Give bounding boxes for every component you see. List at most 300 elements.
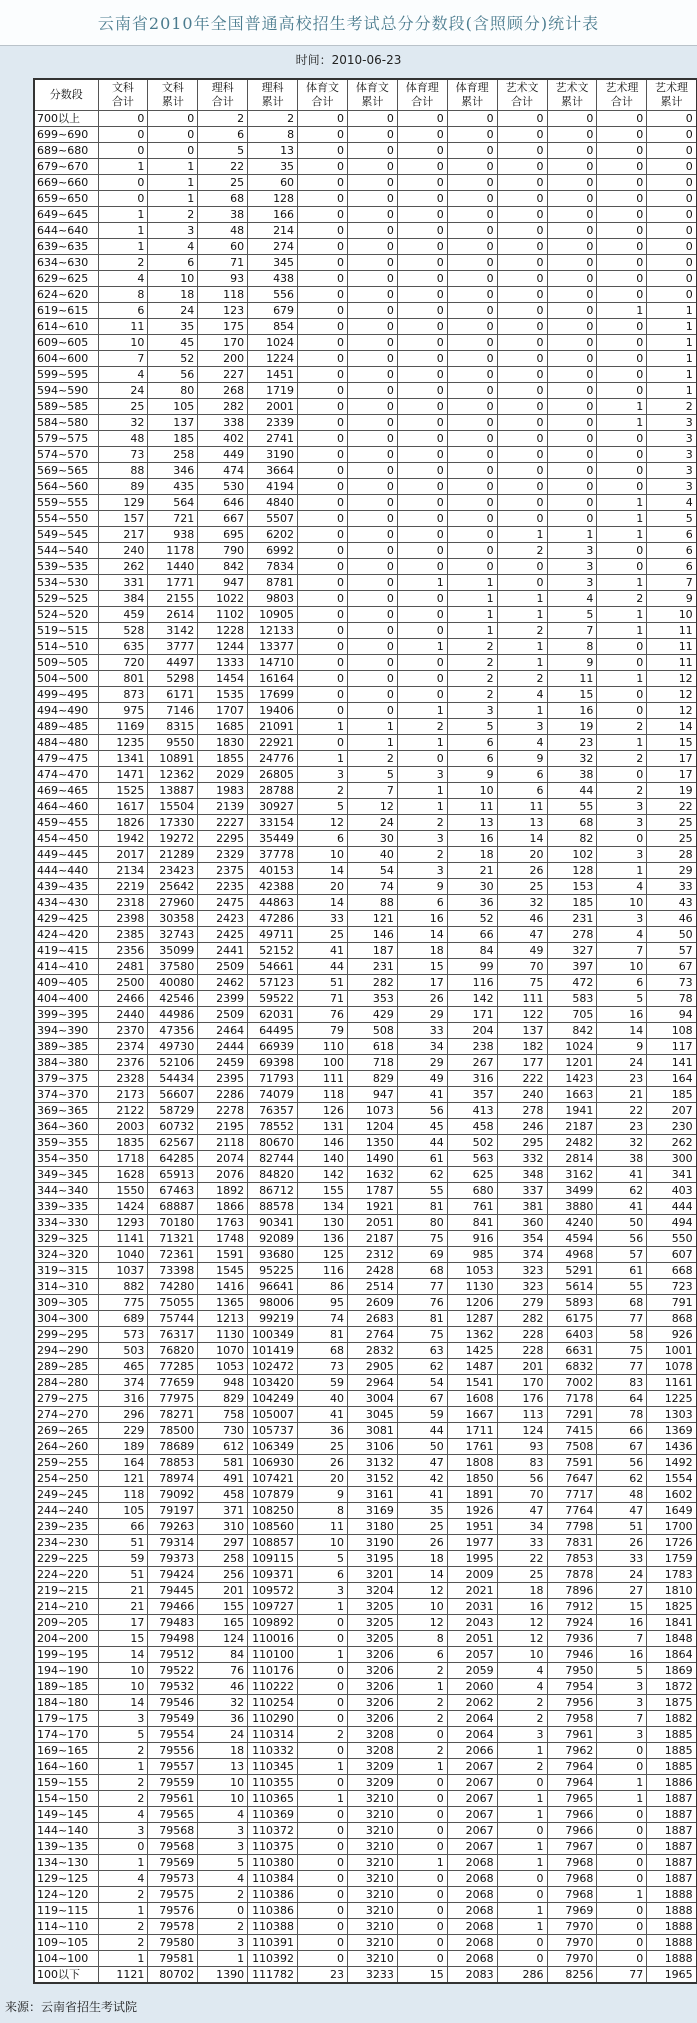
count-cell: 0 xyxy=(347,175,397,191)
count-cell: 187 xyxy=(347,943,397,959)
count-cell: 267 xyxy=(447,1055,497,1071)
count-cell: 0 xyxy=(497,191,547,207)
count-cell: 79565 xyxy=(148,1807,198,1823)
count-cell: 2068 xyxy=(447,1951,497,1967)
count-cell: 2 xyxy=(597,719,647,735)
count-cell: 0 xyxy=(447,495,497,511)
count-cell: 882 xyxy=(98,1279,148,1295)
count-cell: 1886 xyxy=(647,1775,697,1791)
count-cell: 1070 xyxy=(198,1343,248,1359)
count-cell: 3004 xyxy=(347,1391,397,1407)
count-cell: 0 xyxy=(397,623,447,639)
count-cell: 0 xyxy=(397,207,447,223)
count-cell: 0 xyxy=(347,351,397,367)
count-cell: 0 xyxy=(497,143,547,159)
count-cell: 110222 xyxy=(248,1679,298,1695)
count-cell: 10 xyxy=(298,847,348,863)
table-row xyxy=(34,1359,697,1375)
count-cell: 435 xyxy=(148,479,198,495)
count-cell: 41 xyxy=(397,1487,447,1503)
count-cell: 0 xyxy=(347,495,397,511)
count-cell: 51 xyxy=(597,1519,647,1535)
count-cell: 32 xyxy=(497,895,547,911)
count-cell: 0 xyxy=(397,127,447,143)
count-cell: 32743 xyxy=(148,927,198,943)
count-cell: 3 xyxy=(597,911,647,927)
count-cell: 573 xyxy=(98,1327,148,1343)
count-cell: 86 xyxy=(298,1279,348,1295)
count-cell: 116 xyxy=(447,975,497,991)
count-cell: 503 xyxy=(98,1343,148,1359)
count-cell: 948 xyxy=(198,1375,248,1391)
count-cell: 15 xyxy=(647,735,697,751)
count-cell: 229 xyxy=(98,1423,148,1439)
count-cell: 2083 xyxy=(447,1967,497,1984)
count-cell: 0 xyxy=(397,399,447,415)
count-cell: 1888 xyxy=(647,1887,697,1903)
count-cell: 94 xyxy=(647,1007,697,1023)
count-cell: 14 xyxy=(497,831,547,847)
count-cell: 444 xyxy=(647,1199,697,1215)
count-cell: 109727 xyxy=(248,1599,298,1615)
count-cell: 6 xyxy=(497,767,547,783)
count-cell: 1885 xyxy=(647,1727,697,1743)
count-cell: 3777 xyxy=(148,639,198,655)
count-cell: 0 xyxy=(298,1711,348,1727)
table-row xyxy=(34,1151,697,1167)
score-range-cell: 534~530 xyxy=(34,575,98,591)
count-cell: 6 xyxy=(397,895,447,911)
count-cell: 0 xyxy=(597,143,647,159)
count-cell: 0 xyxy=(547,175,597,191)
score-range-cell: 339~335 xyxy=(34,1199,98,1215)
count-cell: 228 xyxy=(497,1343,547,1359)
count-cell: 0 xyxy=(647,175,697,191)
count-cell: 16 xyxy=(547,703,597,719)
count-cell: 79569 xyxy=(148,1855,198,1871)
count-cell: 0 xyxy=(347,703,397,719)
count-cell: 0 xyxy=(447,287,497,303)
count-cell: 2318 xyxy=(98,895,148,911)
count-cell: 185 xyxy=(547,895,597,911)
count-cell: 0 xyxy=(547,239,597,255)
count-cell: 0 xyxy=(597,287,647,303)
count-cell: 77 xyxy=(397,1279,447,1295)
count-cell: 0 xyxy=(98,111,148,127)
score-range-cell: 419~415 xyxy=(34,943,98,959)
count-cell: 7878 xyxy=(547,1567,597,1583)
count-cell: 0 xyxy=(298,383,348,399)
table-row xyxy=(34,1583,697,1599)
count-cell: 24 xyxy=(597,1567,647,1583)
count-cell: 0 xyxy=(597,1807,647,1823)
count-cell: 4 xyxy=(98,1871,148,1887)
count-cell: 1 xyxy=(597,575,647,591)
score-range-cell: 254~250 xyxy=(34,1471,98,1487)
count-cell: 0 xyxy=(298,511,348,527)
count-cell: 230 xyxy=(647,1119,697,1135)
count-cell: 0 xyxy=(397,511,447,527)
count-cell: 83 xyxy=(597,1375,647,1391)
count-cell: 1 xyxy=(497,1903,547,1919)
count-cell: 1 xyxy=(148,175,198,191)
count-cell: 23 xyxy=(597,1119,647,1135)
count-cell: 3210 xyxy=(347,1791,397,1807)
score-range-cell: 154~150 xyxy=(34,1791,98,1807)
count-cell: 10 xyxy=(198,1791,248,1807)
count-cell: 109371 xyxy=(248,1567,298,1583)
score-range-cell: 324~320 xyxy=(34,1247,98,1263)
count-cell: 1 xyxy=(98,159,148,175)
count-cell: 75744 xyxy=(148,1311,198,1327)
count-cell: 1632 xyxy=(347,1167,397,1183)
count-cell: 201 xyxy=(198,1583,248,1599)
count-cell: 79 xyxy=(298,1023,348,1039)
count-cell: 3206 xyxy=(347,1647,397,1663)
count-cell: 0 xyxy=(497,1775,547,1791)
table-row xyxy=(34,383,697,399)
count-cell: 185 xyxy=(148,431,198,447)
count-cell: 86712 xyxy=(248,1183,298,1199)
count-cell: 1 xyxy=(298,719,348,735)
count-cell: 76 xyxy=(298,1007,348,1023)
count-cell: 0 xyxy=(597,383,647,399)
count-cell: 0 xyxy=(447,111,497,127)
count-cell: 79578 xyxy=(148,1919,198,1935)
count-cell: 316 xyxy=(98,1391,148,1407)
count-cell: 72361 xyxy=(148,1247,198,1263)
count-cell: 20 xyxy=(298,1471,348,1487)
count-cell: 13 xyxy=(447,815,497,831)
count-cell: 705 xyxy=(547,1007,597,1023)
count-cell: 4 xyxy=(497,1679,547,1695)
count-cell: 77659 xyxy=(148,1375,198,1391)
count-cell: 6832 xyxy=(547,1359,597,1375)
table-row xyxy=(34,511,697,527)
count-cell: 3 xyxy=(298,1583,348,1599)
count-cell: 52 xyxy=(447,911,497,927)
count-cell: 2009 xyxy=(447,1567,497,1583)
count-cell: 0 xyxy=(597,319,647,335)
count-cell: 54 xyxy=(397,1375,447,1391)
count-cell: 0 xyxy=(597,367,647,383)
table-row xyxy=(34,1791,697,1807)
count-cell: 0 xyxy=(447,415,497,431)
count-cell: 35099 xyxy=(148,943,198,959)
count-cell: 1888 xyxy=(647,1919,697,1935)
count-cell: 14 xyxy=(298,863,348,879)
count-cell: 164 xyxy=(647,1071,697,1087)
table-row xyxy=(34,703,697,719)
count-cell: 1454 xyxy=(198,671,248,687)
table-row xyxy=(34,1343,697,1359)
count-cell: 0 xyxy=(447,335,497,351)
count-cell: 6202 xyxy=(248,527,298,543)
score-range-cell: 689~680 xyxy=(34,143,98,159)
count-cell: 1161 xyxy=(647,1375,697,1391)
count-cell: 1550 xyxy=(98,1183,148,1199)
count-cell: 5 xyxy=(547,607,597,623)
table-row xyxy=(34,319,697,335)
count-cell: 4 xyxy=(98,271,148,287)
table-row xyxy=(34,1327,697,1343)
count-cell: 17699 xyxy=(248,687,298,703)
count-cell: 2 xyxy=(397,1743,447,1759)
count-cell: 79557 xyxy=(148,1759,198,1775)
count-cell: 157 xyxy=(98,511,148,527)
count-cell: 397 xyxy=(547,959,597,975)
count-cell: 1850 xyxy=(447,1471,497,1487)
count-cell: 0 xyxy=(397,1919,447,1935)
count-cell: 2059 xyxy=(447,1663,497,1679)
score-range-cell: 329~325 xyxy=(34,1231,98,1247)
count-cell: 1887 xyxy=(647,1791,697,1807)
count-cell: 1965 xyxy=(647,1967,697,1984)
count-cell: 0 xyxy=(497,399,547,415)
count-cell: 12 xyxy=(397,1615,447,1631)
table-row xyxy=(34,927,697,943)
count-cell: 0 xyxy=(497,207,547,223)
count-cell: 0 xyxy=(497,367,547,383)
count-cell: 128 xyxy=(248,191,298,207)
count-cell: 79561 xyxy=(148,1791,198,1807)
count-cell: 16 xyxy=(597,1647,647,1663)
count-cell: 2370 xyxy=(98,1023,148,1039)
count-cell: 78689 xyxy=(148,1439,198,1455)
score-range-cell: 579~575 xyxy=(34,431,98,447)
count-cell: 2514 xyxy=(347,1279,397,1295)
count-cell: 110386 xyxy=(248,1903,298,1919)
count-cell: 2134 xyxy=(98,863,148,879)
count-cell: 18 xyxy=(148,287,198,303)
count-cell: 3664 xyxy=(248,463,298,479)
count-cell: 9 xyxy=(647,591,697,607)
count-cell: 1864 xyxy=(647,1647,697,1663)
score-range-cell: 244~240 xyxy=(34,1503,98,1519)
count-cell: 56607 xyxy=(148,1087,198,1103)
count-cell: 0 xyxy=(397,447,447,463)
count-cell: 102 xyxy=(547,847,597,863)
count-cell: 7964 xyxy=(547,1759,597,1775)
count-cell: 77 xyxy=(597,1359,647,1375)
count-cell: 92089 xyxy=(248,1231,298,1247)
count-cell: 110345 xyxy=(248,1759,298,1775)
count-cell: 204 xyxy=(447,1023,497,1039)
count-cell: 171 xyxy=(447,1007,497,1023)
count-cell: 0 xyxy=(597,223,647,239)
score-range-cell: 499~495 xyxy=(34,687,98,703)
count-cell: 0 xyxy=(397,591,447,607)
count-cell: 1141 xyxy=(98,1231,148,1247)
count-cell: 1228 xyxy=(198,623,248,639)
count-cell: 140 xyxy=(298,1151,348,1167)
count-cell: 2425 xyxy=(198,927,248,943)
count-cell: 0 xyxy=(547,495,597,511)
count-cell: 2312 xyxy=(347,1247,397,1263)
count-cell: 0 xyxy=(647,207,697,223)
count-cell: 1942 xyxy=(98,831,148,847)
count-cell: 0 xyxy=(547,191,597,207)
count-cell: 88 xyxy=(98,463,148,479)
count-cell: 801 xyxy=(98,671,148,687)
table-header-row xyxy=(34,79,697,111)
table-row xyxy=(34,1407,697,1423)
count-cell: 0 xyxy=(397,479,447,495)
count-cell: 0 xyxy=(397,1903,447,1919)
count-cell: 1525 xyxy=(98,783,148,799)
score-range-cell: 349~345 xyxy=(34,1167,98,1183)
count-cell: 0 xyxy=(397,1823,447,1839)
count-cell: 6 xyxy=(198,127,248,143)
count-cell: 46 xyxy=(497,911,547,927)
count-cell: 0 xyxy=(298,1695,348,1711)
count-cell: 2001 xyxy=(248,399,298,415)
count-cell: 2021 xyxy=(447,1583,497,1599)
count-cell: 1748 xyxy=(198,1231,248,1247)
table-row xyxy=(34,1295,697,1311)
count-cell: 2 xyxy=(98,1791,148,1807)
score-range-cell: 424~420 xyxy=(34,927,98,943)
count-cell: 1 xyxy=(597,735,647,751)
count-cell: 2066 xyxy=(447,1743,497,1759)
table-row xyxy=(34,1695,697,1711)
count-cell: 30358 xyxy=(148,911,198,927)
count-cell: 68 xyxy=(198,191,248,207)
count-cell: 0 xyxy=(447,207,497,223)
count-cell: 19 xyxy=(647,783,697,799)
count-cell: 44986 xyxy=(148,1007,198,1023)
count-cell: 18 xyxy=(198,1743,248,1759)
count-cell: 73 xyxy=(647,975,697,991)
count-cell: 938 xyxy=(148,527,198,543)
count-cell: 141 xyxy=(647,1055,697,1071)
count-cell: 10 xyxy=(497,1647,547,1663)
count-cell: 9 xyxy=(597,1039,647,1055)
count-cell: 2122 xyxy=(98,1103,148,1119)
count-cell: 5507 xyxy=(248,511,298,527)
count-cell: 3 xyxy=(298,767,348,783)
table-row xyxy=(34,1871,697,1887)
count-cell: 2 xyxy=(447,671,497,687)
count-cell: 18 xyxy=(397,1551,447,1567)
count-cell: 0 xyxy=(347,319,397,335)
score-range-cell: 644~640 xyxy=(34,223,98,239)
count-cell: 0 xyxy=(397,543,447,559)
count-cell: 25 xyxy=(298,927,348,943)
count-cell: 69398 xyxy=(248,1055,298,1071)
count-cell: 0 xyxy=(397,1951,447,1967)
count-cell: 4 xyxy=(98,1807,148,1823)
count-cell: 0 xyxy=(347,527,397,543)
count-cell: 0 xyxy=(597,767,647,783)
count-cell: 0 xyxy=(397,671,447,687)
count-cell: 0 xyxy=(347,575,397,591)
count-cell: 0 xyxy=(497,271,547,287)
count-cell: 0 xyxy=(547,159,597,175)
count-cell: 282 xyxy=(497,1311,547,1327)
score-range-cell: 189~185 xyxy=(34,1679,98,1695)
count-cell: 7415 xyxy=(547,1423,597,1439)
count-cell: 1024 xyxy=(248,335,298,351)
count-cell: 0 xyxy=(347,511,397,527)
count-cell: 1535 xyxy=(198,687,248,703)
count-cell: 0 xyxy=(347,159,397,175)
table-row xyxy=(34,367,697,383)
count-cell: 1 xyxy=(497,1791,547,1807)
count-cell: 262 xyxy=(98,559,148,575)
count-cell: 108857 xyxy=(248,1535,298,1551)
count-cell: 90341 xyxy=(248,1215,298,1231)
count-cell: 6 xyxy=(647,559,697,575)
count-cell: 66 xyxy=(98,1519,148,1535)
table-row xyxy=(34,1679,697,1695)
count-cell: 0 xyxy=(497,239,547,255)
count-cell: 134 xyxy=(298,1199,348,1215)
count-cell: 2 xyxy=(98,1935,148,1951)
score-range-cell: 599~595 xyxy=(34,367,98,383)
table-row xyxy=(34,1263,697,1279)
count-cell: 128 xyxy=(547,863,597,879)
count-cell: 78853 xyxy=(148,1455,198,1471)
count-cell: 70 xyxy=(497,1487,547,1503)
count-cell: 22 xyxy=(647,799,697,815)
count-cell: 2067 xyxy=(447,1775,497,1791)
count-cell: 41 xyxy=(597,1167,647,1183)
count-cell: 110332 xyxy=(248,1743,298,1759)
score-range-cell: 384~380 xyxy=(34,1055,98,1071)
count-cell: 62 xyxy=(397,1359,447,1375)
count-cell: 1287 xyxy=(447,1311,497,1327)
column-header: 艺术理 累计 xyxy=(647,79,697,111)
count-cell: 80670 xyxy=(248,1135,298,1151)
count-cell: 6 xyxy=(647,527,697,543)
count-cell: 4 xyxy=(198,1807,248,1823)
count-cell: 0 xyxy=(298,143,348,159)
count-cell: 1 xyxy=(148,191,198,207)
count-cell: 1891 xyxy=(447,1487,497,1503)
score-range-cell: 679~670 xyxy=(34,159,98,175)
count-cell: 0 xyxy=(347,287,397,303)
count-cell: 7958 xyxy=(547,1711,597,1727)
count-cell: 4 xyxy=(198,1871,248,1887)
count-cell: 41 xyxy=(298,943,348,959)
table-row xyxy=(34,591,697,607)
count-cell: 4 xyxy=(597,927,647,943)
score-range-cell: 279~275 xyxy=(34,1391,98,1407)
count-cell: 76317 xyxy=(148,1327,198,1343)
count-cell: 3205 xyxy=(347,1631,397,1647)
count-cell: 625 xyxy=(447,1167,497,1183)
count-cell: 563 xyxy=(447,1151,497,1167)
count-cell: 4240 xyxy=(547,1215,597,1231)
count-cell: 0 xyxy=(647,111,697,127)
table-row xyxy=(34,1103,697,1119)
count-cell: 0 xyxy=(497,431,547,447)
count-cell: 0 xyxy=(597,831,647,847)
count-cell: 2 xyxy=(198,111,248,127)
count-cell: 62567 xyxy=(148,1135,198,1151)
score-range-cell: 584~580 xyxy=(34,415,98,431)
count-cell: 530 xyxy=(198,479,248,495)
count-cell: 1 xyxy=(98,1759,148,1775)
count-cell: 7966 xyxy=(547,1807,597,1823)
score-range-cell: 169~165 xyxy=(34,1743,98,1759)
count-cell: 3206 xyxy=(347,1695,397,1711)
count-cell: 1 xyxy=(597,495,647,511)
count-cell: 1 xyxy=(347,735,397,751)
count-cell: 3045 xyxy=(347,1407,397,1423)
table-row xyxy=(34,719,697,735)
